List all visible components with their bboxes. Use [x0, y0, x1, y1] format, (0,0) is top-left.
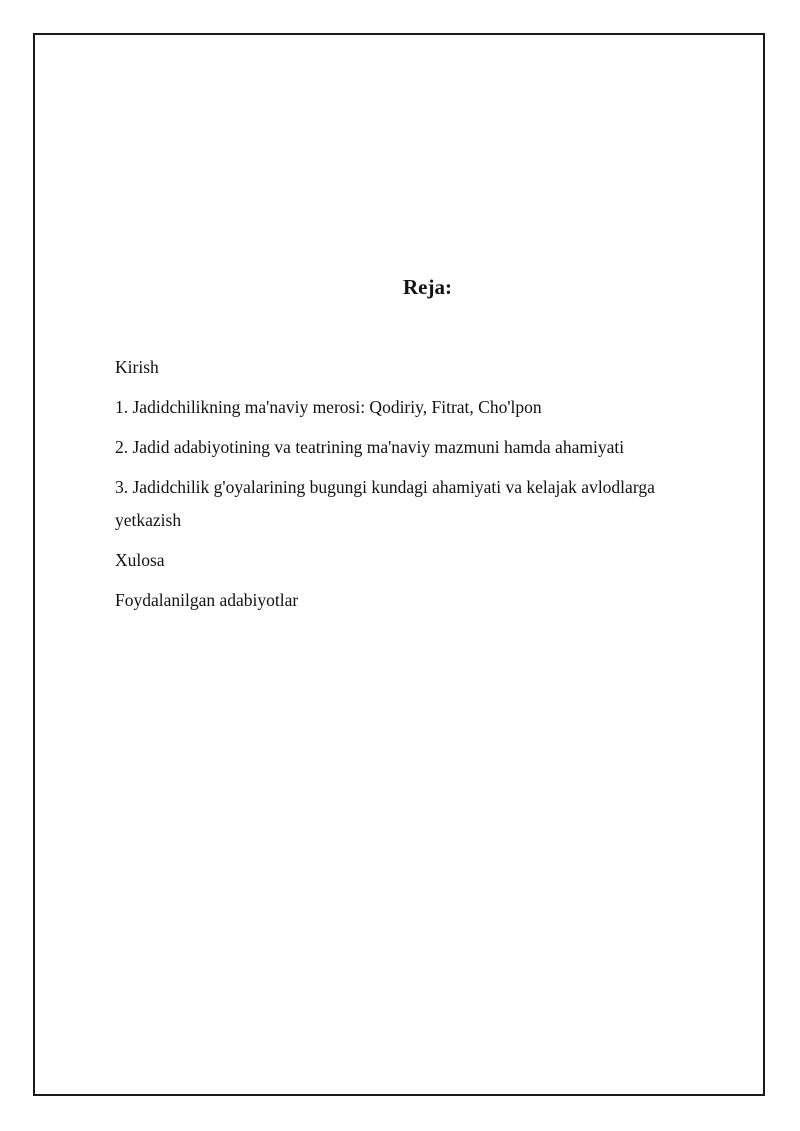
plan-item-1: 1. Jadidchilikning ma'naviy merosi: Qodiriy, Fitrat, Cho'lpon	[115, 397, 542, 417]
plan-item-3: 3. Jadidchilik g'oyalarining bugungi kundagi ahamiyati va kelajak avlodlarga yetkazish	[115, 477, 655, 530]
plan-item-2: 2. Jadid adabiyotining va teatrining ma'naviy mazmuni hamda ahamiyati	[115, 437, 625, 457]
plan-item-conclusion: Xulosa	[115, 550, 165, 570]
page-title: Reja:	[403, 275, 452, 299]
plan-item-introduction: Kirish	[115, 357, 159, 377]
plan-list	[115, 351, 715, 624]
plan-item-references: Foydalanilgan adabiyotlar	[115, 590, 299, 610]
